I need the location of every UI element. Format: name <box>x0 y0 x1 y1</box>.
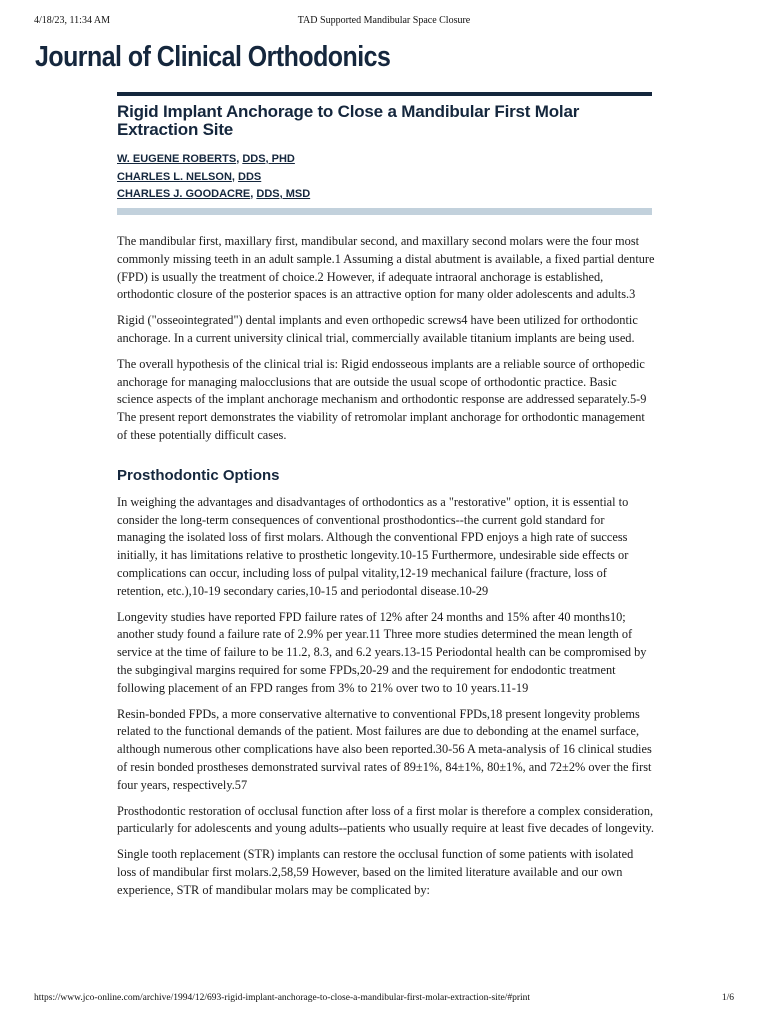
article-body <box>117 233 655 908</box>
body-paragraph: The overall hypothesis of the clinical trial is: Rigid endosseous implants are a reliable source of orthopedic anchorage for managing malocclusions that are outside the usual scope of orthodontic practice. Basic science aspects of the implant anchorage mechanism and orthodontic response are addressed separately.5-9 The present report demonstrates the viability of retromolar implant anchorage for orthodontic management of these potentially difficult cases. <box>117 356 647 442</box>
print-url: https://www.jco-online.com/archive/1994/12/693-rigid-implant-anchorage-to-close-a-mandibular-first-molar-extraction-site/#print <box>34 993 531 1003</box>
print-footer <box>34 993 734 1007</box>
body-paragraph: Resin-bonded FPDs, a more conservative alternative to conventional FPDs,18 present longevity problems related to the functional demands of the patient. Most failures are due to debonding at the enamel surface, although numerous other complications have also been reported.30-56 A meta-analysis of 16 clinical studies of resin bonded prostheses demonstrated survival rates of 89±1%, 84±1%, 80±1%, and 72±2% over the first four years, respectively.57 <box>117 706 652 792</box>
author-list <box>117 151 652 204</box>
print-doc-title: TAD Supported Mandibular Space Closure <box>297 15 471 26</box>
print-header <box>34 15 734 29</box>
body-paragraph: In weighing the advantages and disadvantages of orthodontics as a "restorative" option, it is essential to consider the long-term consequences of conventional prosthodontics--the current gold standard for managing the isolated loss of first molars. Although the conventional FPD enjoys a high rate of success initially, it has limitations relative to prosthetic longevity.10-15 Furthermore, undesirable side effects or complications can occur, including loss of pulpal vitality,12-19 mechanical failure (fracture, loss of retention, etc.),10-19 secondary caries,10-15 and periodontal disease.10-29 <box>117 494 629 598</box>
author-item: CHARLES J. GOODACRE, DDS, MSD <box>117 188 311 200</box>
page-number: 1/6 <box>721 993 734 1003</box>
author-credentials-link[interactable]: DDS, MSD <box>256 188 311 200</box>
body-paragraph: Longevity studies have reported FPD failure rates of 12% after 24 months and 15% after 40 months10; another study found a failure rate of 2.9% per year.11 Three more studies determined the mean length of service at the time of failure to be 11.2, 8.3, and 6.2 years.13-15 Periodontal health can be compromised by the subgingival margins required for some FPDs,20-29 and the requirement for endodontic treatment following placement of an FPD ranges from 3% to 21% over two to 10 years.11-19 <box>117 609 647 695</box>
author-link[interactable]: CHARLES J. GOODACRE <box>117 188 251 200</box>
journal-title: Journal of Clinical Orthodonics <box>35 41 391 73</box>
print-datetime: 4/18/23, 11:34 AM <box>34 15 111 26</box>
body-paragraph: Rigid ("osseointegrated") dental implants and even orthopedic screws4 have been utilized for orthodontic anchorage. In a current university clinical trial, commercially available titanium implants are being used. <box>117 313 638 345</box>
body-paragraph: Prosthodontic restoration of occlusal function after loss of a first molar is therefore a complex consideration, particularly for adolescents and young adults--patients who usually require at least five decades of longevity. <box>117 803 655 836</box>
title-rule <box>117 92 652 96</box>
author-credentials-link[interactable]: DDS, PHD <box>242 153 295 165</box>
author-item: CHARLES L. NELSON, DDS <box>117 170 262 183</box>
section-heading: Prosthodontic Options <box>117 466 280 484</box>
author-credentials-link[interactable]: DDS <box>238 170 262 183</box>
body-paragraph: The mandibular first, maxillary first, mandibular second, and maxillary second molars were the four most commonly missing teeth in an adult sample.1 Assuming a distal abutment is available, a fixed partial denture (FPD) is usually the treatment of choice.2 However, if adequate intraoral anchorage is established, orthodontic closure of the posterior spaces is an attractive option for many older adolescents and adults.3 <box>117 234 655 302</box>
article-title: Rigid Implant Anchorage to Close a Mandibular First Molar Extraction Site <box>117 102 580 139</box>
body-paragraph: Single tooth replacement (STR) implants can restore the occlusal function of some patients with isolated loss of mandibular first molars.2,58,59 However, based on the limited literature available and our own experience, STR of mandibular molars may be complicated by: <box>117 847 634 897</box>
author-link[interactable]: W. EUGENE ROBERTS <box>117 153 237 165</box>
author-link[interactable]: CHARLES L. NELSON <box>117 170 232 183</box>
authors-divider <box>117 208 652 215</box>
author-item: W. EUGENE ROBERTS, DDS, PHD <box>117 153 295 165</box>
